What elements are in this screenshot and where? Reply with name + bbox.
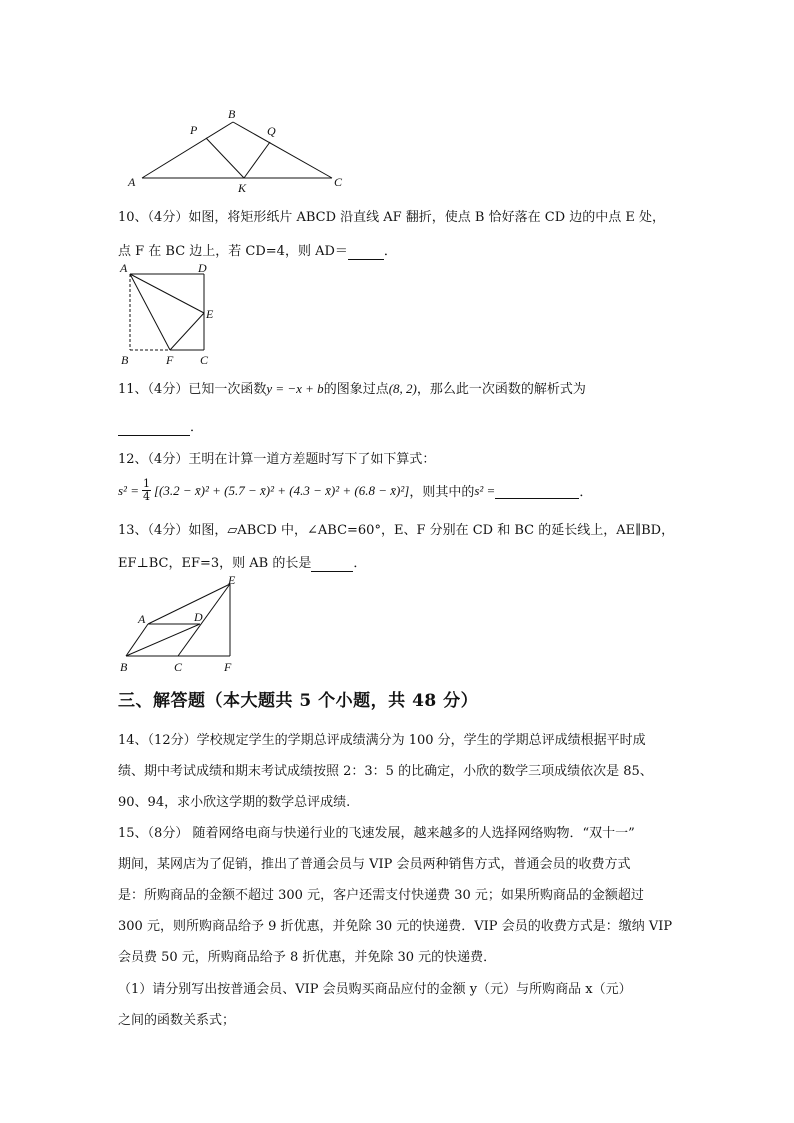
answer-blank[interactable] bbox=[311, 556, 353, 572]
label-c: C bbox=[174, 660, 183, 674]
label-c: C bbox=[200, 353, 209, 367]
triangle-pqk-figure bbox=[120, 100, 360, 200]
label-a: A bbox=[138, 612, 146, 626]
q14-line2: 绩、期中考试成绩和期末考试成绩按照 2：3：5 的比确定，小欣的数学三项成绩依次是 85、 bbox=[118, 764, 653, 779]
q15-part1-line2: 之间的函数关系式； bbox=[118, 1013, 236, 1028]
label-k: K bbox=[238, 181, 247, 195]
answer-blank[interactable] bbox=[118, 420, 190, 436]
function-expression: y = −x + b bbox=[266, 381, 324, 396]
q14-line1: 14、（12分）学校规定学生的学期总评成绩满分为 100 分，学生的学期总评成绩根据平时成 bbox=[118, 733, 646, 748]
answer-blank[interactable] bbox=[348, 244, 384, 260]
q10-line1: 10、（4分）如图，将矩形纸片 ABCD 沿直线 AF 翻折，使点 B 恰好落在 CD 边的中点 E 处， bbox=[118, 210, 666, 225]
q12-formula-line: s² = 1 4 [(3.2 − x̄)² + (5.7 − x̄)² + (4.3 − x̄)² + (6.8 − x̄)²] ，则其中的 s² = ． bbox=[118, 477, 593, 503]
q14-line3: 90、94，求小欣这学期的数学总评成绩. bbox=[118, 795, 351, 810]
variance-symbol-2: s² = bbox=[474, 482, 496, 498]
label-q: Q bbox=[267, 124, 276, 138]
q15-line1: 15、（8分） 随着网络电商与快递行业的飞速发展，越来越多的人选择网络购物．“双十一” bbox=[118, 826, 635, 841]
q11-line1: 11、（4分）已知一次函数y = −x + b的图象过点(8, 2)，那么此一次函数的解析式为 bbox=[118, 381, 586, 397]
label-a: A bbox=[128, 175, 136, 189]
label-e: E bbox=[206, 307, 214, 321]
q15-line3: 是：所购商品的金额不超过 300 元，客户还需支付快递费 30 元；如果所购商品的金额超过 bbox=[118, 888, 644, 903]
q15-part1-line1: （1）请分别写出按普通会员、VIP 会员购买商品应付的金额 y（元）与所购商品 x（元） bbox=[118, 982, 632, 997]
variance-symbol: s² = bbox=[118, 482, 139, 498]
label-f: F bbox=[166, 353, 174, 367]
variance-formula: [(3.2 − x̄)² + (5.7 − x̄)² + (4.3 − x̄)² + (6.8 − x̄)²] bbox=[153, 482, 410, 498]
fraction: 1 4 bbox=[142, 477, 150, 503]
q10-line2: 点 F 在 BC 边上，若 CD=4，则 AD＝ ． bbox=[118, 244, 397, 259]
label-b: B bbox=[121, 353, 129, 367]
q13-line1: 13、（4分）如图，▱ABCD 中，∠ABC=60°，E、F 分别在 CD 和 BC 的延长线上，AE∥BD， bbox=[118, 523, 675, 538]
label-b: B bbox=[120, 660, 128, 674]
label-b: B bbox=[228, 107, 236, 121]
parallelogram-figure bbox=[118, 573, 248, 676]
answer-blank[interactable] bbox=[495, 483, 579, 499]
q13-line2: EF⊥BC，EF=3，则 AB 的长是 ． bbox=[118, 556, 367, 571]
q15-line5: 会员费 50 元，所购商品给予 8 折优惠，并免除 30 元的快递费． bbox=[118, 950, 497, 965]
section-heading: 三、解答题（本大题共 5 个小题，共 48 分） bbox=[118, 691, 479, 711]
q11-line2: ． bbox=[118, 416, 203, 436]
rectangle-fold-figure bbox=[118, 258, 228, 370]
label-c: C bbox=[334, 175, 343, 189]
point-coordinate: (8, 2) bbox=[388, 381, 417, 396]
label-e: E bbox=[228, 573, 236, 587]
q12-intro: 12、（4分）王明在计算一道方差题时写下了如下算式： bbox=[118, 452, 436, 467]
label-f: F bbox=[224, 660, 232, 674]
q15-line2: 期间，某网店为了促销，推出了普通会员与 VIP 会员两种销售方式，普通会员的收费方式 bbox=[118, 857, 631, 872]
label-d: D bbox=[198, 261, 207, 275]
label-a: A bbox=[120, 261, 128, 275]
q15-line4: 300 元，则所购商品给予 9 折优惠，并免除 30 元的快递费．VIP 会员的收费方式是：缴纳 VIP bbox=[118, 919, 673, 934]
label-p: P bbox=[190, 123, 198, 137]
label-d: D bbox=[194, 610, 203, 624]
